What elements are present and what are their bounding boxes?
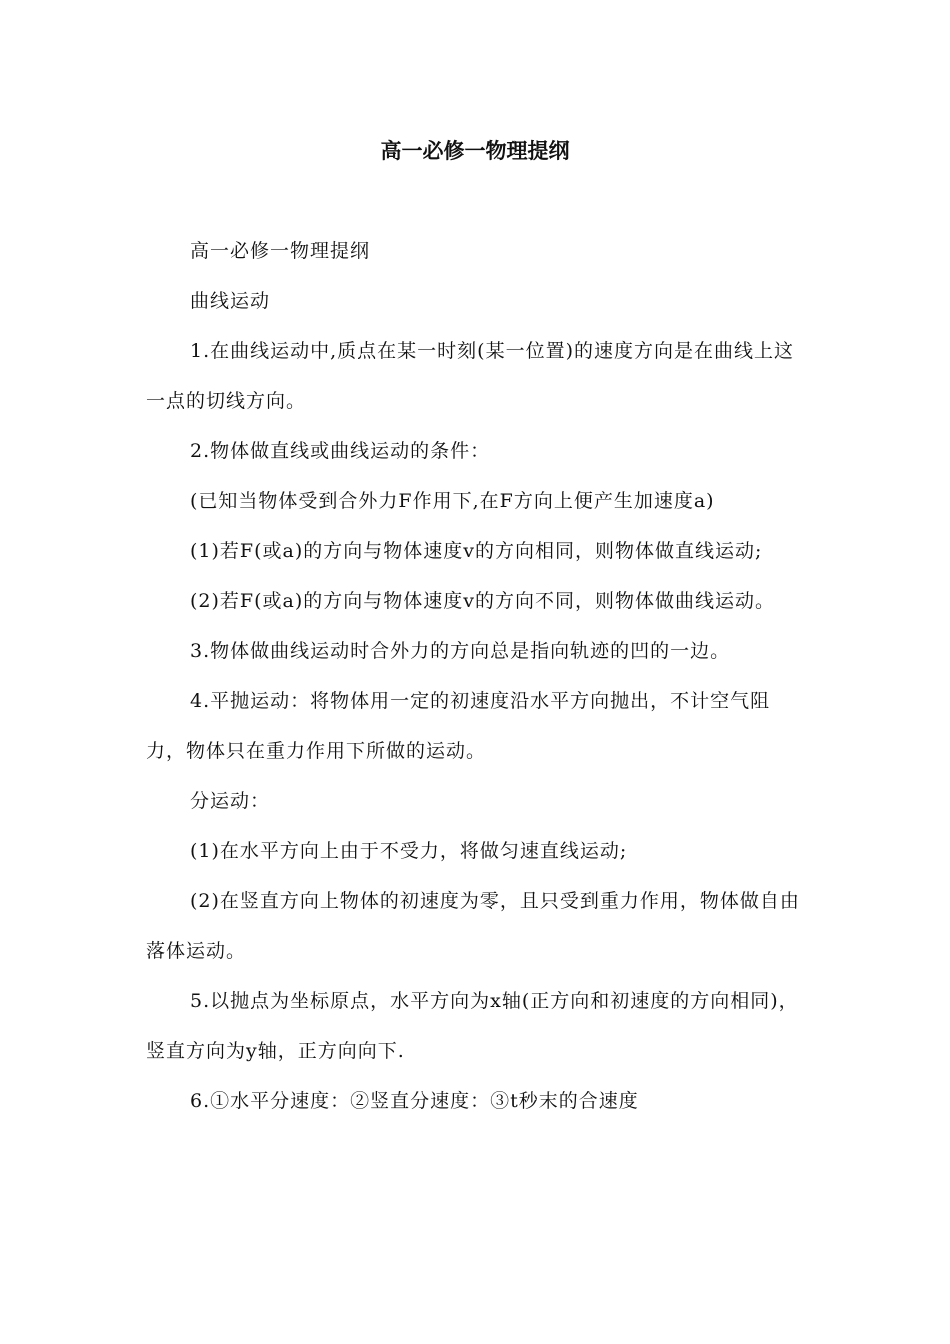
paragraph-item-5: 5.以抛点为坐标原点，水平方向为x轴(正方向和初速度的方向相同)，竖直方向为y轴，正方向向下. (146, 990, 799, 1062)
paragraph-item-2: 2.物体做直线或曲线运动的条件： (190, 440, 491, 462)
paragraph-sub-2: (2)若F(或a)的方向与物体速度v的方向不同，则物体做曲线运动。 (190, 590, 775, 612)
paragraph-section-title: 曲线运动 (190, 290, 271, 312)
paragraph-item-3: 3.物体做曲线运动时合外力的方向总是指向轨迹的凹的一边。 (190, 640, 731, 662)
paragraph-item-4: 4.平抛运动：将物体用一定的初速度沿水平方向抛出，不计空气阻力，物体只在重力作用下所做的运动。 (146, 690, 771, 762)
paragraph-item-1: 1.在曲线运动中,质点在某一时刻(某一位置)的速度方向是在曲线上这一点的切线方向。 (146, 340, 794, 412)
paragraph-item-6: 6.①水平分速度：②竖直分速度：③t秒末的合速度 (190, 1090, 639, 1112)
paragraph-components: 分运动： (190, 790, 271, 812)
paragraph-component-1: (1)在水平方向上由于不受力，将做匀速直线运动; (190, 840, 628, 862)
paragraph-heading: 高一必修一物理提纲 (190, 240, 371, 262)
paragraph-component-2: (2)在竖直方向上物体的初速度为零，且只受到重力作用，物体做自由落体运动。 (146, 890, 800, 962)
document-body (146, 226, 810, 1126)
document-title: 高一必修一物理提纲 (380, 139, 570, 163)
paragraph-sub-1: (1)若F(或a)的方向与物体速度v的方向相同，则物体做直线运动; (190, 540, 763, 562)
paragraph-note: (已知当物体受到合外力F作用下,在F方向上便产生加速度a) (190, 490, 715, 512)
